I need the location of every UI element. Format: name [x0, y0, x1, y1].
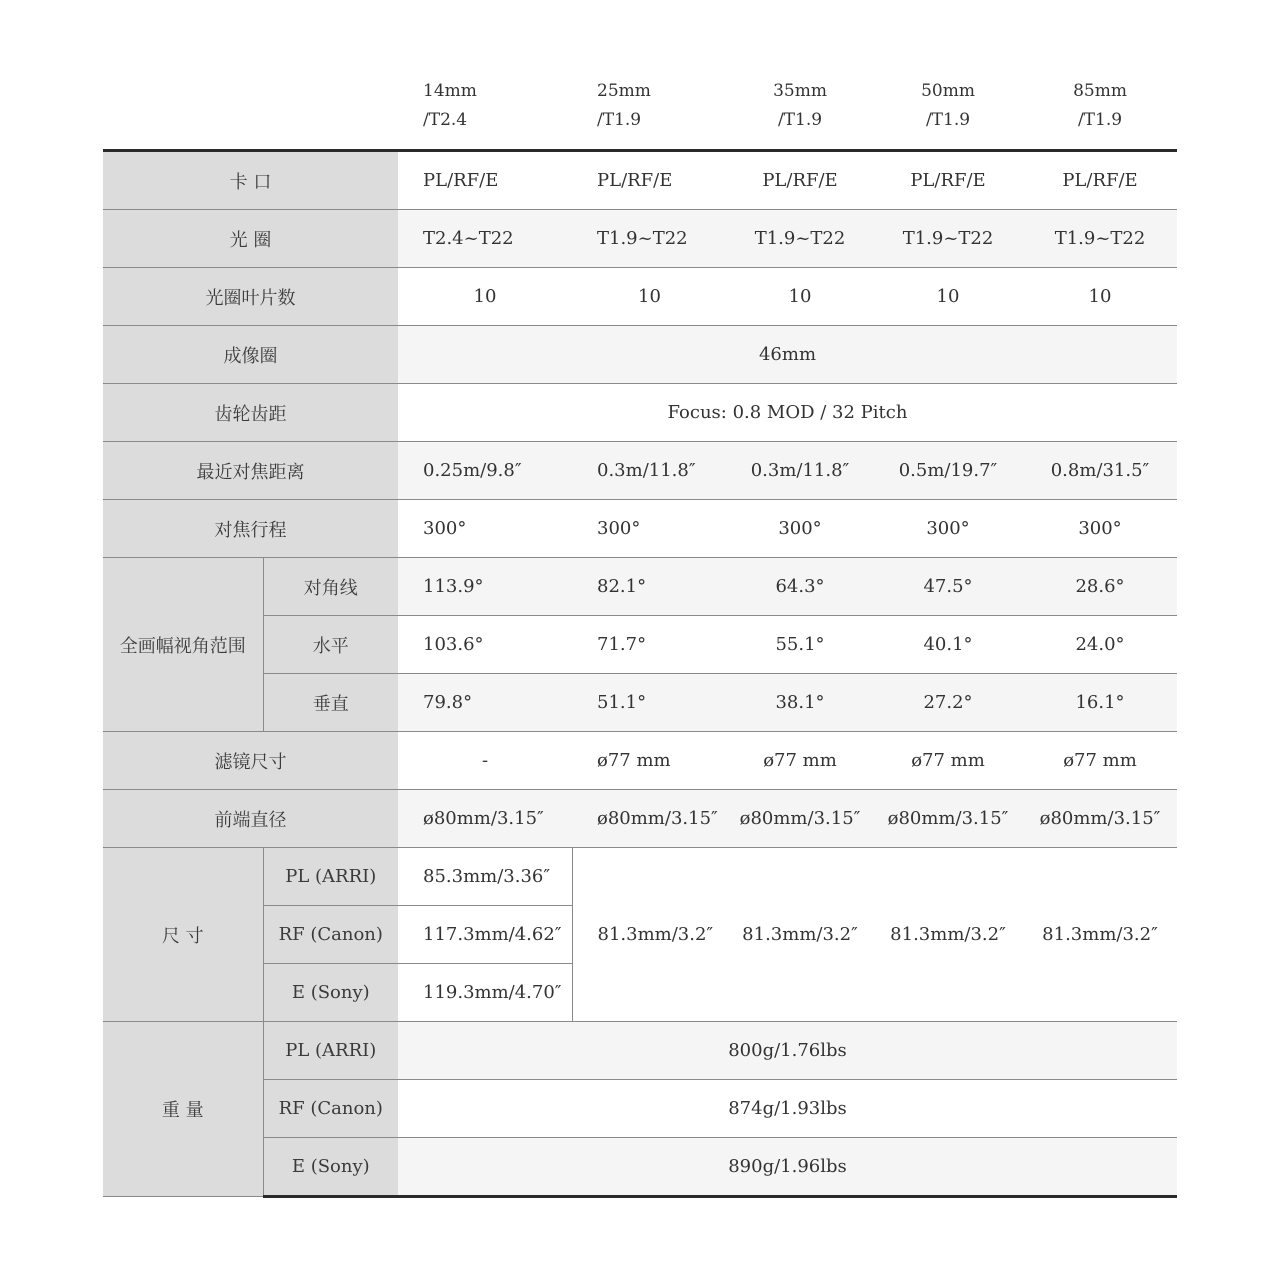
cell-value: 0.8m/31.5″	[1023, 442, 1177, 500]
cell-value: 40.1°	[873, 616, 1023, 674]
max-aperture: /T2.4	[423, 109, 468, 130]
group-label-dimensions: 尺 寸	[103, 848, 263, 1022]
cell-value: ø80mm/3.15″	[398, 790, 572, 848]
cell-value: 0.25m/9.8″	[398, 442, 572, 500]
row-label: 最近对焦距离	[103, 442, 398, 500]
focal-length: 85mm	[1073, 80, 1127, 101]
cell-value: PL/RF/E	[1023, 151, 1177, 210]
max-aperture: /T1.9	[925, 109, 971, 130]
cell-value: 119.3mm/4.70″	[398, 964, 572, 1022]
cell-value: 28.6°	[1023, 558, 1177, 616]
cell-value: 24.0°	[1023, 616, 1177, 674]
cell-value: 81.3mm/3.2″	[873, 848, 1023, 1022]
row-min-focus	[103, 442, 1177, 500]
cell-value: ø77 mm	[1023, 732, 1177, 790]
cell-value: 82.1°	[572, 558, 727, 616]
cell-value: 81.3mm/3.2″	[727, 848, 873, 1022]
cell-value: ø77 mm	[727, 732, 873, 790]
cell-value: 800g/1.76lbs	[398, 1022, 1177, 1080]
row-label: 光 圈	[103, 210, 398, 268]
cell-value: 47.5°	[873, 558, 1023, 616]
cell-value: T1.9~T22	[873, 210, 1023, 268]
header-lens-50mm	[873, 62, 1023, 151]
header-corner	[103, 62, 398, 151]
cell-value: ø80mm/3.15″	[873, 790, 1023, 848]
cell-value: ø80mm/3.15″	[572, 790, 727, 848]
row-weight-pl	[103, 1022, 1177, 1080]
row-gear-pitch	[103, 384, 1177, 442]
header-lens-25mm	[572, 62, 727, 151]
cell-value: ø77 mm	[873, 732, 1023, 790]
cell-value: 874g/1.93lbs	[398, 1080, 1177, 1138]
cell-value: 0.5m/19.7″	[873, 442, 1023, 500]
cell-value: 117.3mm/4.62″	[398, 906, 572, 964]
mount-label: E (Sony)	[263, 964, 398, 1022]
cell-value: 10	[1023, 268, 1177, 326]
row-label: 卡 口	[103, 151, 398, 210]
cell-value: 890g/1.96lbs	[398, 1138, 1177, 1197]
mount-label: E (Sony)	[263, 1138, 398, 1197]
cell-value: T2.4~T22	[398, 210, 572, 268]
row-aperture	[103, 210, 1177, 268]
cell-value: 10	[727, 268, 873, 326]
cell-value: 0.3m/11.8″	[727, 442, 873, 500]
cell-value: 300°	[398, 500, 572, 558]
row-label: 成像圈	[103, 326, 398, 384]
cell-value: 27.2°	[873, 674, 1023, 732]
row-fov-horizontal	[103, 616, 1177, 674]
row-aperture-blades	[103, 268, 1177, 326]
cell-value: 46mm	[398, 326, 1177, 384]
cell-value: 81.3mm/3.2″	[1023, 848, 1177, 1022]
cell-value: Focus: 0.8 MOD / 32 Pitch	[398, 384, 1177, 442]
row-fov-diagonal	[103, 558, 1177, 616]
cell-value: 300°	[873, 500, 1023, 558]
cell-value: 10	[873, 268, 1023, 326]
row-label: 光圈叶片数	[103, 268, 398, 326]
row-dimensions-pl	[103, 848, 1177, 906]
spec-table	[103, 62, 1177, 1198]
cell-value: 113.9°	[398, 558, 572, 616]
cell-value: PL/RF/E	[727, 151, 873, 210]
cell-value: 16.1°	[1023, 674, 1177, 732]
mount-label: PL (ARRI)	[263, 848, 398, 906]
cell-value: 85.3mm/3.36″	[398, 848, 572, 906]
max-aperture: /T1.9	[777, 109, 823, 130]
cell-value: 300°	[572, 500, 727, 558]
mount-label: RF (Canon)	[263, 906, 398, 964]
row-label: 对焦行程	[103, 500, 398, 558]
row-focus-throw	[103, 500, 1177, 558]
row-mount	[103, 151, 1177, 210]
focal-length: 50mm	[921, 80, 975, 101]
sub-label: 垂直	[263, 674, 398, 732]
cell-value: PL/RF/E	[873, 151, 1023, 210]
cell-value: T1.9~T22	[727, 210, 873, 268]
focal-length: 25mm	[597, 80, 651, 101]
mount-label: RF (Canon)	[263, 1080, 398, 1138]
row-fov-vertical	[103, 674, 1177, 732]
row-front-diameter	[103, 790, 1177, 848]
cell-value: -	[398, 732, 572, 790]
header-row	[103, 62, 1177, 151]
focal-length: 35mm	[773, 80, 827, 101]
group-label-weight: 重 量	[103, 1022, 263, 1197]
cell-value: PL/RF/E	[572, 151, 727, 210]
cell-value: 79.8°	[398, 674, 572, 732]
header-lens-14mm	[398, 62, 572, 151]
cell-value: PL/RF/E	[398, 151, 572, 210]
row-label: 前端直径	[103, 790, 398, 848]
cell-value: 0.3m/11.8″	[572, 442, 727, 500]
row-filter-size	[103, 732, 1177, 790]
row-label: 齿轮齿距	[103, 384, 398, 442]
header-lens-35mm	[727, 62, 873, 151]
cell-value: T1.9~T22	[1023, 210, 1177, 268]
cell-value: T1.9~T22	[572, 210, 727, 268]
max-aperture: /T1.9	[597, 109, 642, 130]
row-label: 滤镜尺寸	[103, 732, 398, 790]
cell-value: 300°	[1023, 500, 1177, 558]
sub-label: 对角线	[263, 558, 398, 616]
cell-value: 38.1°	[727, 674, 873, 732]
cell-value: 64.3°	[727, 558, 873, 616]
max-aperture: /T1.9	[1077, 109, 1123, 130]
row-image-circle	[103, 326, 1177, 384]
cell-value: 51.1°	[572, 674, 727, 732]
row-weight-e	[103, 1138, 1177, 1197]
cell-value: ø77 mm	[572, 732, 727, 790]
cell-value: ø80mm/3.15″	[727, 790, 873, 848]
cell-value: ø80mm/3.15″	[1023, 790, 1177, 848]
cell-value: 71.7°	[572, 616, 727, 674]
group-label-fov: 全画幅视角范围	[103, 558, 263, 732]
focal-length: 14mm	[423, 80, 477, 101]
mount-label: PL (ARRI)	[263, 1022, 398, 1080]
cell-value: 10	[572, 268, 727, 326]
row-weight-rf	[103, 1080, 1177, 1138]
cell-value: 55.1°	[727, 616, 873, 674]
cell-value: 81.3mm/3.2″	[572, 848, 727, 1022]
cell-value: 103.6°	[398, 616, 572, 674]
cell-value: 10	[398, 268, 572, 326]
cell-value: 300°	[727, 500, 873, 558]
sub-label: 水平	[263, 616, 398, 674]
header-lens-85mm	[1023, 62, 1177, 151]
